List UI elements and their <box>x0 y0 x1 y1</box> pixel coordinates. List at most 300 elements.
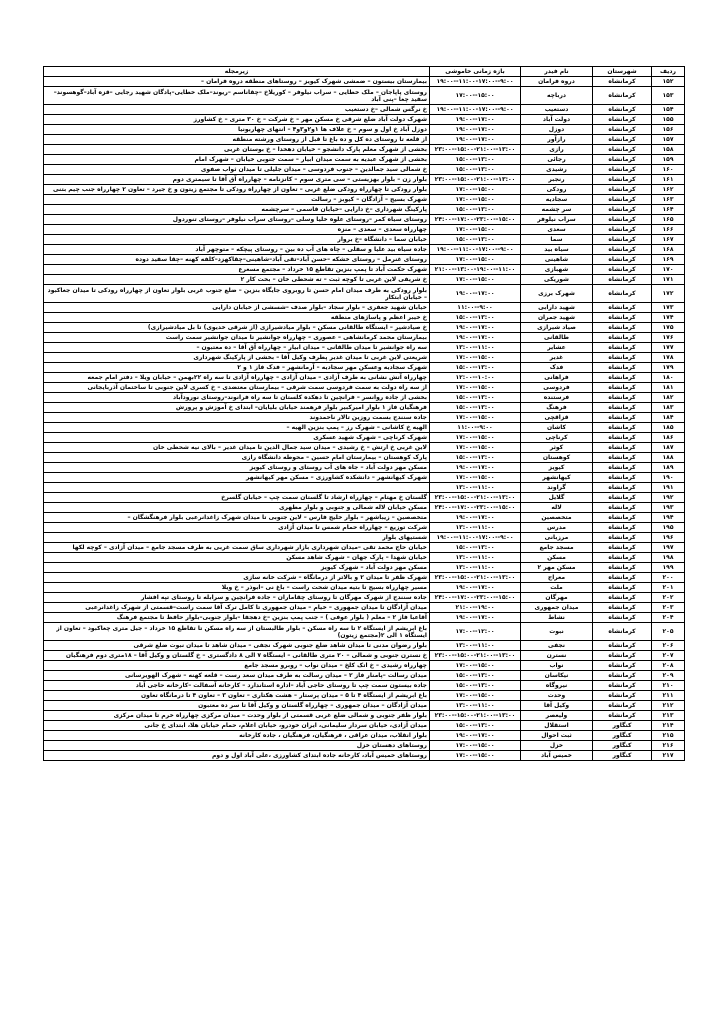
outage-time-cell: ۱۵:۰۰--۱۷:۰۰ <box>430 661 521 671</box>
city-cell: کرمانشاه <box>593 443 652 453</box>
outage-time-cell: ۹:۰۰--۱۱:۰۰-۱۷:۰۰--۱۹:۰۰ <box>430 77 521 87</box>
row-number-cell: ۱۵۳ <box>652 87 685 105</box>
area-cell: جاده سنندج بسمت روزین تالار ناحمدوند <box>44 413 430 423</box>
area-cell: دوزل آباد خ اول و سوم – خ علاف ها ۱و۲و۳و۴ – انتهای چهاربونیا <box>44 125 430 135</box>
city-cell: کرمانشاه <box>593 583 652 593</box>
row-number-cell: ۱۹۲ <box>652 493 685 503</box>
outage-time-cell: ۱۱:۰۰--۱۳:۰۰ <box>430 701 521 711</box>
outage-time-cell: ۱۵:۰۰--۱۷:۰۰ <box>430 255 521 265</box>
city-cell: کرمانشاه <box>593 165 652 175</box>
outage-time-cell: ۱۱:۰۰--۱۳:۰۰-۱۹:۰۰--۲۱:۰۰ <box>430 265 521 275</box>
table-row <box>44 135 685 145</box>
area-cell: فرهنگیان فاز ۱ بلوار امیرکبیر بلوار فرهمند خیابان بلیایان– ابتدای خ آموزش و پرورش <box>44 403 430 413</box>
table-row <box>44 453 685 463</box>
outage-time-cell: ۱۳:۰۰--۱۵:۰۰ <box>430 681 521 691</box>
area-cell: روستاهای دهستان خزل <box>44 741 430 751</box>
city-cell: کرمانشاه <box>593 115 652 125</box>
city-cell: کرمانشاه <box>593 573 652 583</box>
row-number-cell: ۱۶۴ <box>652 205 685 215</box>
row-number-cell: ۱۷۱ <box>652 275 685 285</box>
table-row <box>44 313 685 323</box>
outage-time-cell: ۱۷:۰۰--۱۹:۰۰ <box>430 323 521 333</box>
area-cell: شهرک کرناچی – شهرک شهید عسکری <box>44 433 430 443</box>
table-row <box>44 423 685 433</box>
table-row <box>44 343 685 353</box>
outage-time-cell: ۹:۰۰--۱۱:۰۰-۱۷:۰۰--۱۹:۰۰ <box>430 533 521 543</box>
col-row-header: ردیف <box>652 67 685 77</box>
table-row <box>44 443 685 453</box>
row-number-cell: ۱۸۴ <box>652 413 685 423</box>
feeder-name-cell: نبوت <box>521 623 593 641</box>
city-cell: کرمانشاه <box>593 623 652 641</box>
table-row <box>44 553 685 563</box>
city-cell: کرمانشاه <box>593 333 652 343</box>
area-cell: متخصصین – زیباشهر – بلوار خلیج فارس – لاین جنوبی تا میدان شهرک زاغدانرعبی بلوار فرهنگشگان – <box>44 513 430 523</box>
row-number-cell: ۲۰۲ <box>652 593 685 603</box>
table-row <box>44 661 685 671</box>
city-cell: کرمانشاه <box>593 225 652 235</box>
feeder-name-cell: دوزل <box>521 125 593 135</box>
feeder-name-cell: مسکن <box>521 553 593 563</box>
feeder-name-cell: گراوند <box>521 483 593 493</box>
table-row <box>44 125 685 135</box>
city-cell: کرمانشاه <box>593 373 652 383</box>
area-cell: خیابان شهدا – پارک جهان – شهرک شاهد مسکن <box>44 553 430 563</box>
area-cell: جاده سنندج از شهرک مهرگان تا روستای چقاماران – جاده فرانچین و سرابله تا روستای تپه افشار <box>44 593 430 603</box>
city-cell: کنگاور <box>593 741 652 751</box>
city-cell: کرمانشاه <box>593 503 652 513</box>
table-row <box>44 543 685 553</box>
outage-time-cell: ۱۳:۰۰--۱۵:۰۰ <box>430 403 521 413</box>
city-cell: کرمانشاه <box>593 145 652 155</box>
row-number-cell: ۲۰۸ <box>652 661 685 671</box>
feeder-name-cell: فردوسی <box>521 383 593 393</box>
city-cell: کنگاور <box>593 751 652 761</box>
feeder-name-cell: رنجبر <box>521 175 593 185</box>
feeder-name-cell: کوهستان <box>521 453 593 463</box>
outage-time-cell: ۱۳:۰۰--۱۵:۰۰ <box>430 363 521 373</box>
outage-time-cell: ۱۳:۰۰--۱۵:۰۰ <box>430 453 521 463</box>
table-row <box>44 433 685 443</box>
row-number-cell: ۱۹۳ <box>652 503 685 513</box>
area-cell: شهرک حکمت آباد تا پمپ بنزین تقاطع ۱۵ خرداد – مجتمع مسعرع <box>44 265 430 275</box>
row-number-cell: ۲۱۰ <box>652 681 685 691</box>
row-number-cell: ۲۱۷ <box>652 751 685 761</box>
city-cell: کرمانشاه <box>593 185 652 195</box>
area-cell: خیابان حاج محمد تقی –میدان شهرداری بازار شهرداری ساق سمت غربی به طرف مسجد جامع – میدان آزادی – کوچه لکها <box>44 543 430 553</box>
outage-time-cell: ۱۵:۰۰--۱۷:۰۰ <box>430 443 521 453</box>
outage-time-cell: ۱۳:۰۰--۱۵:۰۰-۲۱:۰۰--۲۳:۰۰ <box>430 573 521 583</box>
outage-time-cell: ۱۵:۰۰--۱۷:۰۰ <box>430 195 521 205</box>
feeder-name-cell: رازآور <box>521 135 593 145</box>
feeder-name-cell: فراهانی <box>521 373 593 383</box>
feeder-name-cell: ملت <box>521 583 593 593</box>
table-row <box>44 333 685 343</box>
table-row <box>44 265 685 275</box>
area-cell: بیمارستان بیستون – ضمشی شهرک کیویز – روستاهای منطقه دروه فرامان – <box>44 77 430 87</box>
city-cell: کرمانشاه <box>593 433 652 443</box>
area-cell: بخشی از جاده روانسر – فرانچین تا دهکده کلستان تا سه راه فرانوند–روستای نورودآباد <box>44 393 430 403</box>
table-row <box>44 513 685 523</box>
outage-time-cell: ۱۳:۰۰--۱۵:۰۰-۲۱:۰۰--۲۳:۰۰ <box>430 145 521 155</box>
row-number-cell: ۱۹۸ <box>652 553 685 563</box>
area-cell: بلوار رودکی تا چهارراه رودکی ضلع غربی – تعاون از چهارراه رودکی تا مجتمع زیتون و خ جیرد – تعاون ۲ چهارراه جنب چیم بتنی <box>44 185 430 195</box>
city-cell: کرمانشاه <box>593 353 652 363</box>
area-cell: مسکن مهر دولت آباد – جاه های آب روستای و روستای کیویز <box>44 463 430 473</box>
feeder-name-cell: ثبت احوال <box>521 731 593 741</box>
area-cell: مسکن خیابان لاله شمالی و جنوبی و بلوار مطهری <box>44 503 430 513</box>
area-cell: بلوار ظفر جنوبی و شمالی ضلع غربی قسمتی از بلوار وحدت – میدان مرکزی چهارراه خرم تا میدان مرکزی <box>44 711 430 721</box>
feeder-name-cell: خمیس آباد <box>521 751 593 761</box>
row-number-cell: ۱۸۰ <box>652 373 685 383</box>
outage-time-cell: ۱۵:۰۰--۱۷:۰۰ <box>430 751 521 761</box>
table-row <box>44 87 685 105</box>
table-row <box>44 593 685 603</box>
row-number-cell: ۱۸۵ <box>652 423 685 433</box>
table-row <box>44 731 685 741</box>
table-row <box>44 463 685 473</box>
city-cell: کرمانشاه <box>593 235 652 245</box>
area-cell: شهرک ظفر تا میدان ۲ و بالاتر از درمانگاه – شرکت خانه سازی <box>44 573 430 583</box>
area-cell: میدان رسالت –پامنار فاز ۲ – میدان رسالت به طرف میدان سعد رست – قلعه کهنه – شهرک الهویرسانی <box>44 671 430 681</box>
feeder-name-cell: سجادیه <box>521 195 593 205</box>
city-cell: کرمانشاه <box>593 463 652 473</box>
outage-time-cell: ۱۱:۰۰--۱۳:۰۰ <box>430 523 521 533</box>
feeder-name-cell: کرناچی <box>521 433 593 443</box>
city-cell: کرمانشاه <box>593 691 652 701</box>
row-number-cell: ۲۰۰ <box>652 573 685 583</box>
feeder-name-cell: فرستنده <box>521 393 593 403</box>
table-row <box>44 363 685 373</box>
outage-table <box>43 66 685 761</box>
area-cell: چهارراه آتش نشانی به طرف آزادی – میدان آزادی – چهارراه آزادی تا سه راه ۲۲بهمن – خیابان ویلا – دفتر امام جمعه <box>44 373 430 383</box>
table-row <box>44 711 685 721</box>
area-cell: میدان آزادگان – میدان جمهوری – چهارراه گلستان و وکیل آقا تا سر ده معتبون <box>44 701 430 711</box>
city-cell: کرمانشاه <box>593 275 652 285</box>
feeder-name-cell: سعدی <box>521 225 593 235</box>
feeder-name-cell: نشاط <box>521 613 593 623</box>
area-cell: از قلعه تا روستای ده کل و ده باغ تا قبل از روستای ورشته منطقه <box>44 135 430 145</box>
city-cell: کرمانشاه <box>593 87 652 105</box>
city-cell: کرمانشاه <box>593 701 652 711</box>
outage-time-cell: ۱۵:۰۰--۱۷:۰۰ <box>430 87 521 105</box>
area-cell: بلوار رضوان مدنی تا میدان شاهد ضلع جنوبی شهرک نجفی – میدان شاهد تا میدان نبوت ضلع شرقی <box>44 641 430 651</box>
table-row <box>44 275 685 285</box>
feeder-name-cell: قزاقچی <box>521 413 593 423</box>
row-number-cell: ۱۵۶ <box>652 125 685 135</box>
table-row <box>44 235 685 245</box>
table-row <box>44 175 685 185</box>
table-row <box>44 373 685 383</box>
row-number-cell: ۱۶۶ <box>652 225 685 235</box>
row-number-cell: ۱۶۱ <box>652 175 685 185</box>
row-number-cell: ۱۹۷ <box>652 543 685 553</box>
feeder-name-cell: شاهینی <box>521 255 593 265</box>
area-cell: مسکن مهر دولت آباد – شهرک کیویز <box>44 563 430 573</box>
city-cell: کرمانشاه <box>593 303 652 313</box>
table-row <box>44 205 685 215</box>
row-number-cell: ۱۷۵ <box>652 323 685 333</box>
feeder-name-cell: سما <box>521 235 593 245</box>
city-cell: کرمانشاه <box>593 215 652 225</box>
feeder-name-cell: شهید جمران <box>521 313 593 323</box>
feeder-name-cell: نیکاسان <box>521 671 593 681</box>
area-cell <box>44 483 430 493</box>
feeder-name-cell: غدیر <box>521 353 593 363</box>
table-row <box>44 751 685 761</box>
table-row <box>44 721 685 731</box>
city-cell: کرمانشاه <box>593 403 652 413</box>
outage-time-cell: ۹:۰۰--۱۱:۰۰-۱۷:۰۰--۱۹:۰۰ <box>430 245 521 255</box>
feeder-name-cell: استقلال <box>521 721 593 731</box>
row-number-cell: ۲۱۵ <box>652 731 685 741</box>
outage-time-cell: ۹:۰۰--۱۱:۰۰ <box>430 423 521 433</box>
city-cell: کرمانشاه <box>593 593 652 603</box>
outage-time-cell: ۱۵:۰۰--۱۷:۰۰ <box>430 741 521 751</box>
area-cell: گلستان خ مهتام – چهارراه ارشاد تا گلستان سمت چپ – خیابان گلسرخ <box>44 493 430 503</box>
area-cell: چهارراه رشیدی – خ اتک کلخ – میدان نواب – روبرو مسجد جامع <box>44 661 430 671</box>
city-cell: کرمانشاه <box>593 651 652 661</box>
area-cell: روستای پاپاجان – ملک خطایی – سراب نیلوفر – کوریلاخ –چقاناسم –ریوند–ملک خطایی–پادگان شهید رجایی –قزه آباد–گوهسوند–سفید چغا –پنی آباد <box>44 87 430 105</box>
feeder-name-cell: ولیعصر <box>521 711 593 721</box>
outage-time-cell: ۱۰:۰۰--۱۲:۰۰ <box>430 373 521 383</box>
row-number-cell: ۱۶۸ <box>652 245 685 255</box>
outage-time-cell: ۱۹:۰۰--۲۱:۰۰ <box>430 603 521 613</box>
table-row <box>44 403 685 413</box>
outage-schedule-sheet <box>43 66 684 761</box>
feeder-name-cell: مرزبانی <box>521 533 593 543</box>
area-cell: بیمارستان محمد کرمانشاهی – عصوری – چهارراه جوانشیر تا میدان جوانشیر سمت راست <box>44 333 430 343</box>
row-number-cell: ۲۰۵ <box>652 623 685 641</box>
table-row <box>44 105 685 115</box>
table-row <box>44 225 685 235</box>
area-cell: خ نسترن جنوبی و شمالی – ۲۰ متری طالقانی – ایستگاه ۷ الی ۸ دادگستری – خ گلستان و وکیل آقا – ۱۸متری دوم فرهنگیان <box>44 651 430 661</box>
city-cell: کرمانشاه <box>593 175 652 185</box>
row-number-cell: ۱۷۶ <box>652 333 685 343</box>
row-number-cell: ۲۰۹ <box>652 671 685 681</box>
area-cell: شستیهای بلوار <box>44 533 430 543</box>
outage-time-cell: ۱۵:۰۰--۱۷:۰۰ <box>430 691 521 701</box>
row-number-cell: ۲۰۷ <box>652 651 685 661</box>
table-row <box>44 533 685 543</box>
area-cell: بلوار زن – بلوار بهزیستی – سی متری سوم – کانزنامه – چهارراه آق آقا تا سیمتری دوم <box>44 175 430 185</box>
city-cell: کرمانشاه <box>593 603 652 613</box>
feeder-name-cell: کیهانشهر <box>521 473 593 483</box>
table-row <box>44 651 685 661</box>
row-number-cell: ۱۸۷ <box>652 443 685 453</box>
outage-time-cell: ۱۷:۰۰--۱۹:۰۰ <box>430 115 521 125</box>
table-row <box>44 583 685 593</box>
table-row <box>44 413 685 423</box>
table-row <box>44 353 685 363</box>
row-number-cell: ۱۷۲ <box>652 285 685 303</box>
outage-time-cell: ۱۵:۰۰--۱۷:۰۰ <box>430 225 521 235</box>
city-cell: کرمانشاه <box>593 423 652 433</box>
table-row <box>44 215 685 225</box>
city-cell: کرمانشاه <box>593 265 652 275</box>
outage-time-cell: ۱۱:۰۰--۱۳:۰۰ <box>430 641 521 651</box>
row-number-cell: ۱۵۷ <box>652 135 685 145</box>
area-cell: شرکت توزیع – چهارراه حمام شمس تا میدان آزادی <box>44 523 430 533</box>
area-cell: شهرک کیهانشهر – دانشکده کشاورزی – مسکن مهر کیهانشهر <box>44 473 430 483</box>
row-number-cell: ۱۷۴ <box>652 313 685 323</box>
area-cell: پارکینگ شهرداری –خ دارایی –خیابان قاسمی – سرچشمه <box>44 205 430 215</box>
table-row <box>44 393 685 403</box>
table-row <box>44 483 685 493</box>
table-row <box>44 185 685 195</box>
feeder-name-cell: وکیل آقا <box>521 701 593 711</box>
feeder-name-cell: فدک <box>521 363 593 373</box>
feeder-name-cell: رشیدی <box>521 165 593 175</box>
area-cell: چهارراه سعدی – سعدی – منزه <box>44 225 430 235</box>
row-number-cell: ۱۸۳ <box>652 403 685 413</box>
feeder-name-cell: شوریکی <box>521 275 593 285</box>
outage-time-cell: ۱۱:۰۰--۱۳:۰۰ <box>430 563 521 573</box>
area-cell: سه راه جوانشیر تا میدان طالقانی – میدان ابیار – چهارراه آق آقا – ده معتبون – <box>44 343 430 353</box>
city-cell: کرمانشاه <box>593 135 652 145</box>
feeder-name-cell: معراج <box>521 573 593 583</box>
row-number-cell: ۱۶۲ <box>652 185 685 195</box>
city-cell: کرمانشاه <box>593 205 652 215</box>
city-cell: کرمانشاه <box>593 533 652 543</box>
row-number-cell: ۱۶۰ <box>652 165 685 175</box>
feeder-name-cell: سیاه بید <box>521 245 593 255</box>
area-cell: میدان آزادگان تا میدان جمهوری – خیام – میدان جمهوری تا کامل ترک آقا سمت راست–قسمتی از شهرک زاغدانرعبی <box>44 603 430 613</box>
city-cell: کنگاور <box>593 721 652 731</box>
table-row <box>44 613 685 623</box>
outage-time-cell: ۱۱:۰۰--۱۳:۰۰ <box>430 343 521 353</box>
city-cell: کنگاور <box>593 731 652 741</box>
row-number-cell: ۱۸۸ <box>652 453 685 463</box>
row-number-cell: ۱۶۳ <box>652 195 685 205</box>
feeder-name-cell: سراب نیلوفر <box>521 215 593 225</box>
area-cell: روستای غنرمل – روستای خشکه –حسن آباد–تقی آباد–شاهینی–چقاکهزد–کلفه کهنه –چقا سفید دوده <box>44 255 430 265</box>
table-row <box>44 165 685 175</box>
outage-time-cell: ۱۳:۰۰--۱۵:۰۰ <box>430 205 521 215</box>
row-number-cell: ۱۹۰ <box>652 473 685 483</box>
feeder-name-cell: شهرک برزی <box>521 285 593 303</box>
area-cell: لاین غربی خ ارتش – خ رشیدی – میدان سید جمال الدین تا میدان غدیر – بالای نیه شحطی خان <box>44 443 430 453</box>
feeder-name-cell: دروه فرامان <box>521 77 593 87</box>
table-row <box>44 303 685 313</box>
outage-time-cell: ۱۷:۰۰--۱۹:۰۰ <box>430 125 521 135</box>
outage-time-cell: ۱۳:۰۰--۱۵:۰۰-۲۱:۰۰--۲۳:۰۰ <box>430 651 521 661</box>
city-cell: کرمانشاه <box>593 483 652 493</box>
feeder-name-cell: نیروگاه <box>521 681 593 691</box>
area-cell: پارک کوهستان – بیمارستان امام حسین – محوطه دانشگاه رازی <box>44 453 430 463</box>
row-number-cell: ۲۱۴ <box>652 721 685 731</box>
feeder-name-cell: کوثر <box>521 443 593 453</box>
area-cell: خ خیبر اعظم و پاساژهای منطقه <box>44 313 430 323</box>
area-cell: خیابان شهید جعفری – بلوار سجاد –بلوار صدف –شسشی از خیابان دارایی <box>44 303 430 313</box>
row-number-cell: ۱۹۱ <box>652 483 685 493</box>
table-row <box>44 77 685 87</box>
feeder-name-cell: مسجد جامع <box>521 543 593 553</box>
outage-time-cell: ۱۳:۰۰--۱۵:۰۰ <box>430 235 521 245</box>
city-cell: کرمانشاه <box>593 125 652 135</box>
feeder-name-cell: نواب <box>521 661 593 671</box>
outage-time-cell: ۱۵:۰۰--۱۷:۰۰-۲۳:۰۰--۲۴:۰۰ <box>430 593 521 603</box>
city-cell: کرمانشاه <box>593 363 652 373</box>
outage-time-cell: ۱۵:۰۰--۱۷:۰۰ <box>430 433 521 443</box>
row-number-cell: ۱۶۵ <box>652 215 685 225</box>
area-cell: خ شریفی لاین غربی تا کوچه ثبت – ته شحطی خان – بخت کار ۲ <box>44 275 430 285</box>
row-number-cell: ۱۸۲ <box>652 393 685 403</box>
city-cell: کرمانشاه <box>593 323 652 333</box>
outage-time-cell: ۱۳:۰۰--۱۵:۰۰ <box>430 165 521 175</box>
outage-time-cell: ۱۷:۰۰--۱۹:۰۰ <box>430 513 521 523</box>
feeder-name-cell: دولت آباد <box>521 115 593 125</box>
area-cell: بخشی از شهرک عبدیه به سمت میدان ابیار – سمت جنوبی خیابان – شهرک امام <box>44 155 430 165</box>
city-cell: کرمانشاه <box>593 661 652 671</box>
outage-time-cell: ۱۵:۰۰--۱۷:۰۰ <box>430 353 521 363</box>
row-number-cell: ۱۵۲ <box>652 77 685 87</box>
feeder-name-cell: شهید دارابی <box>521 303 593 313</box>
row-number-cell: ۱۹۴ <box>652 513 685 523</box>
table-row <box>44 155 685 165</box>
city-cell: کرمانشاه <box>593 563 652 573</box>
row-number-cell: ۱۵۸ <box>652 145 685 155</box>
feeder-name-cell: درباچه <box>521 87 593 105</box>
area-cell: بلوار رودکی به طرف میدان امام حسن تا روبروی جایگاه بنزین – ضلع جنوب غربی بلوار تعاون از چهارراه رودکی تا میدان جغاکبود – خیابان ابتکار <box>44 285 430 303</box>
area-cell: جاده سیاه بید علیا و سفلی – چاه های آب ده بین – روستای پیچکه – متوچهر آباد <box>44 245 430 255</box>
table-row <box>44 641 685 651</box>
outage-time-cell: ۱۷:۰۰--۱۹:۰۰ <box>430 731 521 741</box>
outage-time-cell: ۱۷:۰۰--۱۹:۰۰ <box>430 583 521 593</box>
row-number-cell: ۲۱۳ <box>652 711 685 721</box>
table-row <box>44 503 685 513</box>
col-time-header: بازه زمانی خاموشی <box>430 67 521 77</box>
feeder-name-cell: رجائی <box>521 155 593 165</box>
feeder-name-cell: سر چشمه <box>521 205 593 215</box>
city-cell: کرمانشاه <box>593 245 652 255</box>
outage-time-cell: ۱۳:۰۰--۱۵:۰۰ <box>430 671 521 681</box>
feeder-name-cell: صیاد شیرازی <box>521 323 593 333</box>
outage-time-cell: ۱۳:۰۰--۱۵:۰۰ <box>430 543 521 553</box>
row-number-cell: ۲۰۳ <box>652 603 685 613</box>
city-cell: کرمانشاه <box>593 493 652 503</box>
outage-time-cell: ۱۵:۰۰--۱۷:۰۰ <box>430 275 521 285</box>
row-number-cell: ۲۱۶ <box>652 741 685 751</box>
city-cell: کرمانشاه <box>593 285 652 303</box>
feeder-name-cell: نسترن <box>521 651 593 661</box>
city-cell: کرمانشاه <box>593 155 652 165</box>
row-number-cell: ۱۷۷ <box>652 343 685 353</box>
feeder-name-cell: دستغیب <box>521 105 593 115</box>
outage-time-cell: ۹:۰۰--۱۱:۰۰-۱۷:۰۰--۱۹:۰۰ <box>430 105 521 115</box>
feeder-name-cell: شهبازی <box>521 265 593 275</box>
city-cell: کرمانشاه <box>593 711 652 721</box>
table-row <box>44 741 685 751</box>
table-row <box>44 115 685 125</box>
area-cell: خ شمالی سید جمالدین – جنوب فردوسی – میدان جلیلی تا میدان ثواب صفوی <box>44 165 430 175</box>
row-number-cell: ۱۷۹ <box>652 363 685 373</box>
area-cell: بلوار انقلاب، میدان عراقی ، فرهنگیان، فرهنگیان ، جاده کارخانه <box>44 731 430 741</box>
city-cell: کرمانشاه <box>593 473 652 483</box>
feeder-name-cell: مهرگان <box>521 593 593 603</box>
table-row <box>44 145 685 155</box>
table-row <box>44 563 685 573</box>
feeder-name-cell: وحدت <box>521 691 593 701</box>
table-row <box>44 383 685 393</box>
outage-time-cell: ۹:۰۰--۱۱:۰۰ <box>430 303 521 313</box>
city-cell: کرمانشاه <box>593 393 652 403</box>
area-cell: شریعتی لاین غربی تا میدان غدیر پطرف وکیل آقا – بخشی از پارکینگ شهرداری <box>44 353 430 363</box>
feeder-name-cell: نجفی <box>521 641 593 651</box>
feeder-name-cell: رودکی <box>521 185 593 195</box>
outage-time-cell: ۱۷:۰۰--۱۹:۰۰ <box>430 285 521 303</box>
city-cell: کرمانشاه <box>593 195 652 205</box>
